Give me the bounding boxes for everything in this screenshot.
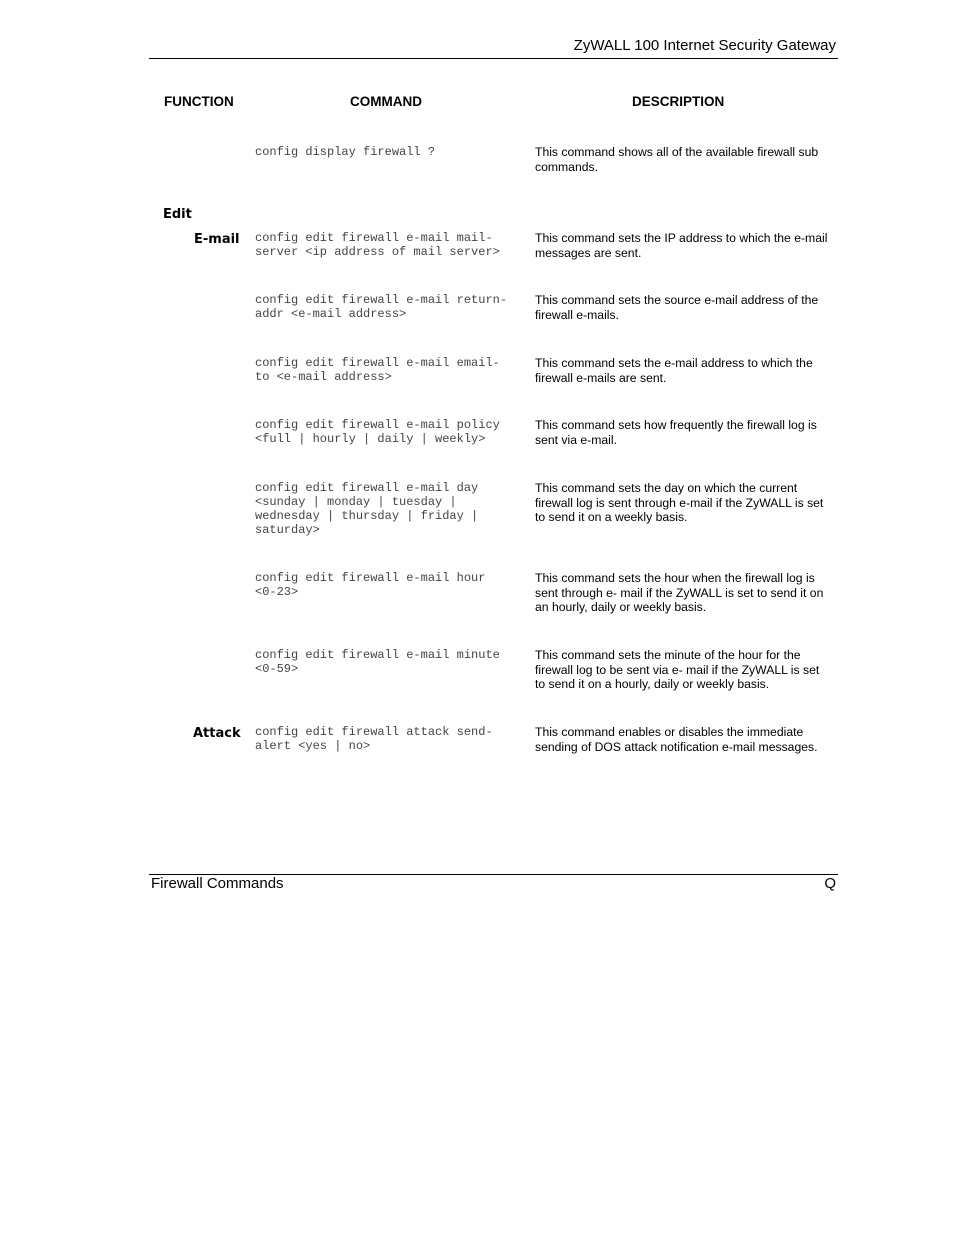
description-text: This command sets the day on which the current firewall log is sent through e-mail if the ZyWALL is set to send it on a weekly basis. — [535, 481, 824, 524]
description-text: This command sets the IP address to which the e-mail messages are sent. — [535, 231, 828, 260]
section-label-attack: Attack — [193, 726, 241, 741]
column-header-command: COMMAND — [350, 94, 422, 109]
command-text: config edit firewall e-mail policy <full | hourly | daily | weekly> — [255, 418, 500, 446]
description-text: This command shows all of the available firewall sub commands. — [535, 145, 819, 174]
description-text: This command sets the hour when the firewall log is sent through e- mail if the ZyWALL is set to send it on an hourly, daily or weekly basis. — [535, 571, 824, 614]
header-rule — [149, 58, 838, 59]
column-header-description: DESCRIPTION — [632, 94, 725, 109]
command-text: config edit firewall e-mail day <sunday | monday | tuesday | wednesday | thursday | friday | saturday> — [255, 481, 479, 537]
command-text: config display firewall ? — [255, 145, 436, 159]
page-number: Q — [824, 875, 836, 892]
section-label-edit: Edit — [163, 207, 192, 222]
section-label-email: E-mail — [194, 232, 240, 247]
description-text: This command sets the e-mail address to which the firewall e-mails are sent. — [535, 356, 813, 385]
command-text: config edit firewall e-mail mail- server <ip address of mail server> — [255, 231, 500, 259]
header-title: ZyWALL 100 Internet Security Gateway — [573, 37, 836, 54]
description-text: This command enables or disables the immediate sending of DOS attack notification e-mail messages. — [535, 725, 818, 754]
description-text: This command sets the minute of the hour for the firewall log to be sent via e- mail if the ZyWALL is set to send it on a hourly, daily or weekly basis. — [535, 648, 820, 691]
command-text: config edit firewall e-mail email- to <e-mail address> — [255, 356, 500, 384]
description-text: This command sets the source e-mail address of the firewall e-mails. — [535, 293, 819, 322]
command-text: config edit firewall e-mail hour <0-23> — [255, 571, 486, 599]
footer-section-title: Firewall Commands — [151, 875, 284, 892]
command-text: config edit firewall attack send- alert <yes | no> — [255, 725, 493, 753]
description-text: This command sets how frequently the firewall log is sent via e-mail. — [535, 418, 817, 447]
column-header-function: FUNCTION — [164, 94, 234, 109]
command-text: config edit firewall e-mail return- addr <e-mail address> — [255, 293, 508, 321]
command-text: config edit firewall e-mail minute <0-59> — [255, 648, 500, 676]
